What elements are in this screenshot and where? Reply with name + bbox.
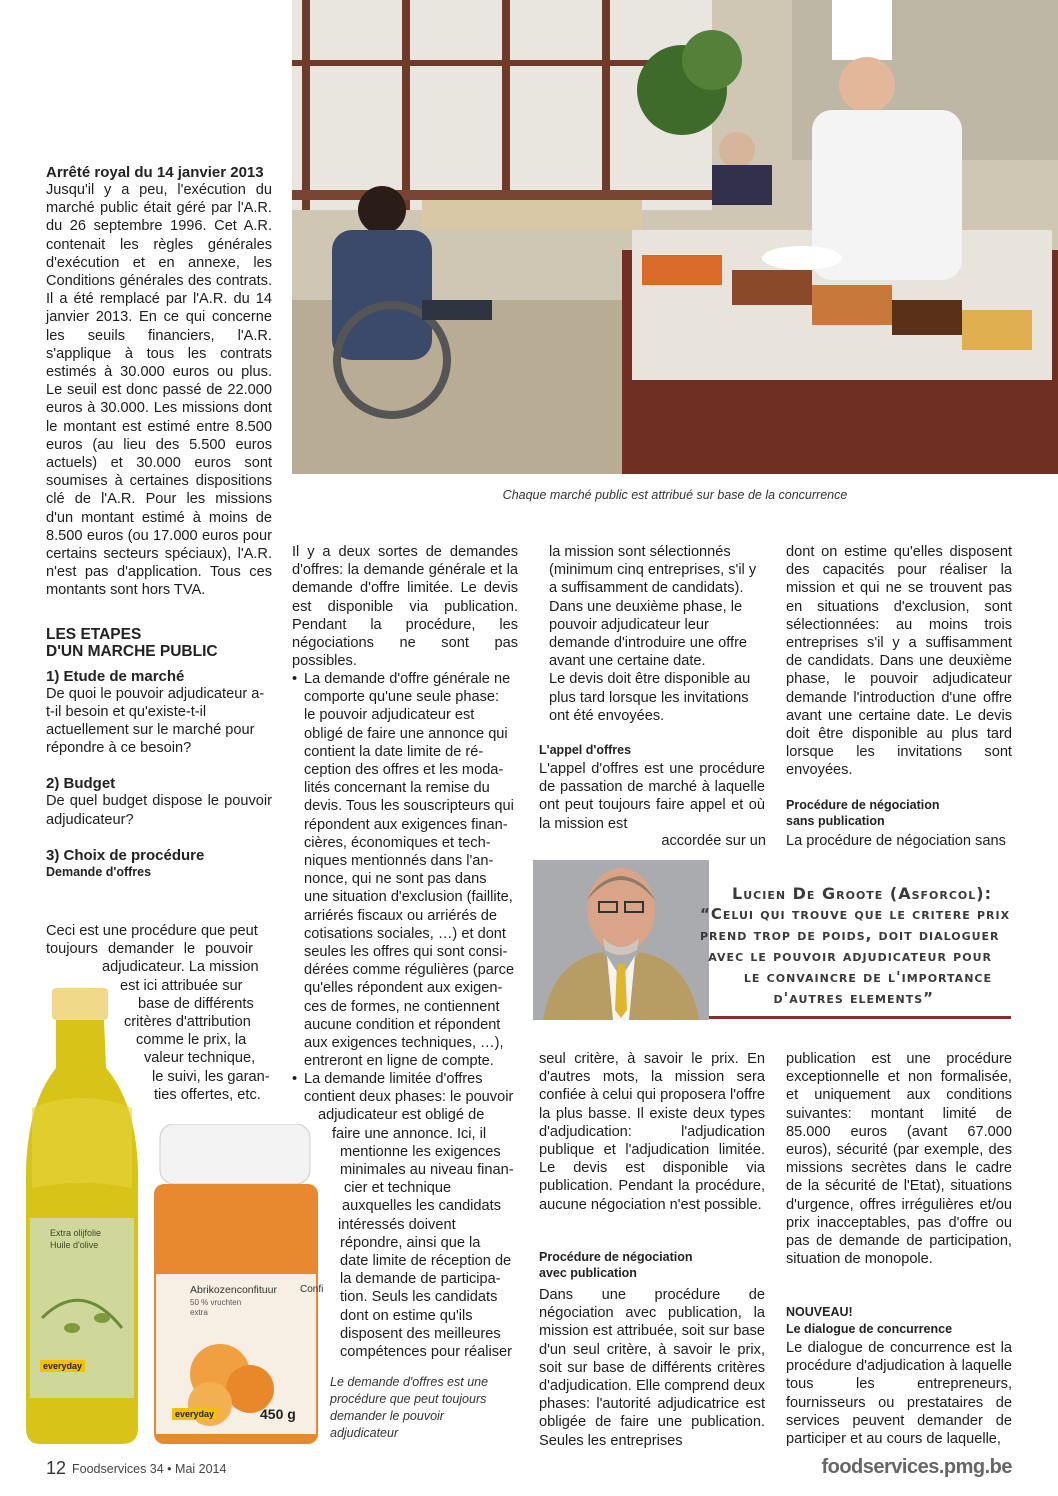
generale-line: La demande d'offre générale ne (304, 671, 511, 687)
generale-line: arriérés fiscaux ou arriérés de (304, 907, 498, 924)
generale-line: niques mentionnés dans l'an- (304, 853, 494, 870)
limitee-line: contient deux phases: le pouvoir (304, 1089, 514, 1106)
col3-line: demande d'introduire une offre (549, 635, 748, 652)
neg-sans-line-2: sans publication (786, 814, 885, 828)
bullet-mark: • (292, 671, 298, 687)
heading-appel: L'appel d'offres (539, 743, 632, 757)
quote-line: “Celui qui trouve que le critere prix (700, 905, 1011, 923)
section-title-line-2: D'UN MARCHE PUBLIC (46, 642, 218, 660)
olive-oil-bottle-image (22, 988, 142, 1444)
bullet-limitee (292, 1070, 528, 1361)
heading-neg-sans (786, 797, 940, 829)
column-1 (46, 164, 272, 880)
col3-line: plus tard lorsque les invitations (549, 689, 749, 706)
generale-line: qu'elles répondent aux exigen- (304, 980, 503, 997)
generale-line: nonce, qui ne sont pas dans (304, 871, 487, 888)
jam-weight: 450 g (260, 1406, 296, 1422)
portrait-photo (533, 860, 709, 1020)
col3-line: ont été envoyées. (549, 707, 665, 724)
limitee-line: tion. Seuls les candidats (340, 1289, 498, 1306)
generale-line: comporte qu'une seule phase: (304, 689, 500, 706)
jam-sub-1: 50 % vruchten (190, 1298, 242, 1307)
exceptionnelle-paragraph: publication est une procédure exceptionnelle et non formalisée, et uniquement aux conditions suivantes: montant limité de 85.000 euros (avant 67.000 euros), sécurité (par exemple, des missions secrètes dans le cadre de la sécurité de l'Etat), situations d'urgence, offres irrégulières et/ou prix inacceptables, pas d'offre ou pas de demande de participation, situation de monopole. (786, 1051, 1012, 1268)
limitee-line: dont on estime qu'ils (340, 1307, 473, 1324)
col3-line: avant une certaine date. (549, 653, 706, 670)
jam-sub-2: extra (190, 1308, 208, 1317)
heading-budget: 2) Budget (46, 775, 116, 793)
generale-line: obligé de faire une annonce qui (304, 725, 508, 742)
budget-paragraph: De quel budget dispose le pouvoir adjudicateur? (46, 793, 272, 828)
limitee-line: la demande de participa- (340, 1271, 501, 1288)
limitee-line: adjudicateur est obligé de (318, 1107, 485, 1124)
limitee-line: date limite de réception de (340, 1253, 512, 1270)
col3-line: (minimum cinq entreprises, s'il y (549, 562, 757, 579)
limitee-line: mentionne les exigences (340, 1143, 501, 1160)
heading-etude: 1) Etude de marché (46, 667, 185, 685)
generale-line: ces de formes, ne contiennent (304, 998, 500, 1015)
generale-line: lités concernant la remise du (304, 780, 490, 797)
quote-line: avec le pouvoir adjudicateur pour (708, 947, 992, 965)
jam-side-label: Confi (300, 1284, 324, 1295)
choix-line: comme le prix, la (136, 1032, 247, 1049)
col3-line: a suffisamment de candidats). (549, 580, 744, 597)
generale-line: dérées comme régulières (parce (304, 962, 515, 979)
neg-avec-line-2: avec publication (539, 1266, 637, 1280)
generale-line: le pouvoir adjudicateur est (304, 707, 475, 724)
demande-intro-paragraph: Il y a deux sortes de demandes d'offres: la demande générale et la demande d'offre limitée. Le devis est disponible via publication. Pendant la procédure, les négociations ne sont pas possibles. (292, 544, 518, 670)
limitee-line: disposent des meilleures (340, 1325, 501, 1342)
oil-brand-logo: everyday (40, 1360, 85, 1372)
section-title (46, 626, 272, 660)
col3-line: la mission sont sélectionnés (549, 544, 731, 560)
choix-line: le suivi, les garan- (152, 1068, 270, 1085)
col3-line: Le devis doit être disponible au (549, 671, 751, 688)
footer (46, 1456, 1012, 1486)
neg-sans-paragraph: La procédure de négociation sans (786, 833, 1006, 849)
arrete-paragraph: Jusqu'il y a peu, l'exécution du marché public était géré par l'A.R. du 26 septembre 1996. Cet A.R. contenait les règles générales d'exécution et en annexe, les Conditions générales des contrats. Il a été remplacé par l'A.R. du 14 janvier 2013. En ce qui concerne les seuils financiers, l'A.R. s'applique à tous les contrats estimés à 30.000 euros ou plus. Le seuil est donc passé de 22.000 euros à 30.000. Les missions dont le montant est estimé entre 8.500 euros (au lieu des 5.500 euros actuels) et 30.000 euros sont soumises à certaines dispositions clé de l'A.R. Pour les missions d'un montant estimé à moins de 8.500 euros (ou 17.000 euros pour certains secteurs spéciaux), l'A.R. n'est pas d'application. Tous ces montants sont hors TVA. (46, 182, 272, 599)
limitee-line: faire une annonce. Ici, il (332, 1125, 487, 1142)
choix-line: adjudicateur. La mission (102, 959, 259, 976)
col3-top (549, 543, 775, 725)
section-title-line-1: LES ETAPES (46, 625, 142, 643)
bullet-generale (292, 670, 528, 1070)
issue-info: Foodservices 34 • Mai 2014 (72, 1462, 227, 1476)
bullet-mark: • (292, 1071, 298, 1087)
limitee-line: compétences pour réaliser (340, 1344, 512, 1361)
generale-line: cières, économiques et tech- (304, 834, 491, 851)
col3-line: pouvoir adjudicateur leur (549, 616, 709, 633)
quote-line: d'autres elements” (773, 989, 934, 1007)
choix-line: critères d'attribution (124, 1014, 251, 1031)
choix-line: base de différents (138, 995, 254, 1012)
etude-paragraph: De quoi le pouvoir adjudicateur a-t-il besoin et qu'existe-t-il actuellement sur le marché pour répondre à ce besoin? (46, 685, 265, 757)
pull-quote (700, 884, 1011, 1009)
generale-line: entreront en ligne de compte. (304, 1053, 494, 1070)
heading-neg-avec (539, 1249, 693, 1281)
oil-label-1: Extra olijfolie (50, 1228, 102, 1238)
website-link[interactable]: foodservices.pmg.be (821, 1456, 1012, 1478)
page-number: 12 (46, 1458, 67, 1478)
nouveau-label: NOUVEAU! (786, 1305, 853, 1319)
neg-sans-line-1: Procédure de négociation (786, 798, 940, 812)
generale-line: aucune condition et répondent (304, 1016, 501, 1033)
choix-line: ties offertes, etc. (154, 1086, 261, 1103)
oil-label-2: Huile d'olive (50, 1240, 99, 1250)
limitee-line: répondre, ainsi que la (340, 1234, 481, 1251)
photo-caption: Chaque marché public est attribué sur base de la concurrence (502, 488, 848, 502)
neg-avec-line-1: Procédure de négociation (539, 1250, 693, 1264)
subheading-demande: Demande d'offres (46, 864, 152, 879)
choix-line: est ici attribuée sur (120, 977, 243, 994)
generale-line: aux exigences techniques, …), (304, 1035, 504, 1052)
canteen-photo (292, 0, 1058, 474)
quote-line: le convaincre de l'importance (743, 968, 992, 986)
quote-speaker: Lucien De Groote (Asforcol): (732, 884, 992, 903)
quote-bottom-rule (709, 1016, 1011, 1019)
generale-line: une situation d'exclusion (faillite, (304, 889, 513, 906)
generale-line: contient la date limite de ré- (304, 743, 484, 760)
dialogue-paragraph: Le dialogue de concurrence est la procédure d'adjudication à laquelle tous les entrepreneurs, fournisseurs ou prestataires de services peuvent demander de participer et au cours de laquelle, (786, 1340, 1012, 1448)
jam-brand-logo: everyday (172, 1408, 217, 1420)
limitee-line: auxquelles les candidats (342, 1198, 502, 1215)
choix-line: toujours demander le pouvoir (46, 941, 254, 958)
jam-caption: Le demande d'offres est une procédure que peut toujours demander le pouvoir adjudicateur (330, 1375, 489, 1440)
heading-choix: 3) Choix de procédure (46, 846, 205, 864)
generale-line: répondent aux exigences finan- (304, 816, 508, 833)
adjudication-paragraph: seul critère, à savoir le prix. En d'autres mots, la mission sera confiée à celui qui proposera l'offre la plus basse. Il existe deux types d'adjudication: l'adjudication publique et l'adjudication limitée. Le devis est disponible via publication. Pendant la procédure, aucune négociation n'est possible. (539, 1051, 765, 1213)
generale-line: cotisations sociales, …) et dont (304, 925, 506, 942)
quote-line: prend trop de poids, doit dialoguer (700, 926, 1000, 944)
choix-line: Ceci est une procédure que peut (46, 923, 258, 939)
limitee-line: La demande limitée d'offres (304, 1071, 483, 1087)
heading-arrete: Arrêté royal du 14 janvier 2013 (46, 164, 264, 181)
heading-dialogue: Le dialogue de concurrence (786, 1322, 953, 1336)
choix-line: valeur technique, (144, 1050, 256, 1067)
col3-line: Dans une deuxième phase, le (549, 598, 743, 615)
neg-avec-paragraph: Dans une procédure de négociation avec publication, la mission est attribuée, soit sur base d'un seul critère, à savoir le prix, soit sur base de différents critères d'adjudication. Elle comprend deux phases: l'autorité adjudicatrice est obligée de faire une publication. Seules les entreprises (539, 1287, 765, 1449)
selection-paragraph: dont on estime qu'elles disposent des capacités pour réaliser la mission et qui ne se trouvent pas en situations d'exclusion, sont sélectionnées: au moins trois entreprises s'il y a suffisamment de candidats. Dans une deuxième phase, le pouvoir adjudicateur demande l'introduction d'une offre avant une certaine date. Le devis doit être disponible au plus tard lorsque les invitations sont envoyées. (786, 544, 1012, 779)
limitee-line: minimales au niveau finan- (340, 1162, 514, 1179)
jam-label: Abrikozenconfituur (190, 1284, 277, 1296)
generale-line: seules les offres qui sont consi- (304, 944, 508, 961)
generale-line: devis. Tous les souscripteurs qui (304, 798, 514, 815)
limitee-line: cier et technique (344, 1180, 452, 1197)
generale-line: ception des offres et les moda- (304, 762, 504, 779)
limitee-line: intéressés doivent (338, 1216, 456, 1233)
appel-last-line: accordée sur un (661, 833, 766, 849)
appel-paragraph: L'appel d'offres est une procédure de passation de marché à laquelle ont peut toujours faire appel et où la mission est (539, 761, 765, 832)
